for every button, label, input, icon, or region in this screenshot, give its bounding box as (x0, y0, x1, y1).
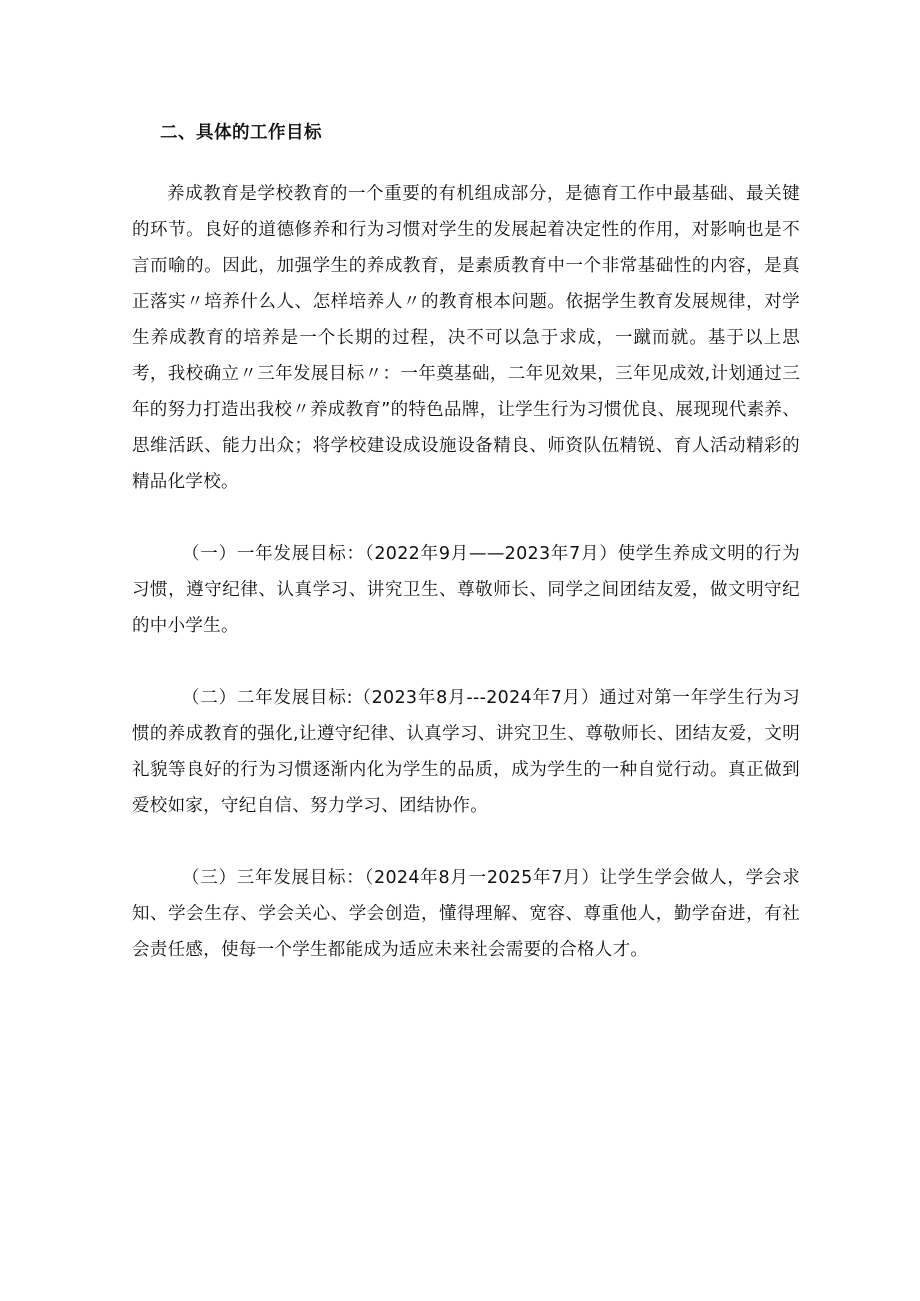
intro-paragraph: 养成教育是学校教育的一个重要的有机组成部分，是德育工作中最基础、最关键的环节。良好的道德修养和行为习惯对学生的发展起着决定性的作用，对影响也是不言而喻的。因此，加强学生的养成教育，是素质教育中一个非常基础性的内容，是真正落实〃培养什么人、怎样培养人〃的教育根本问题。依据学生教育发展规律，对学生养成教育的培养是一个长期的过程，决不可以急于求成，一蹴而就。基于以上思考，我校确立〃三年发展目标〃：一年奠基础，二年见效果，三年见成效,计划通过三年的努力打造出我校〃养成教育”的特色品牌，让学生行为习惯优良、展现现代素养、思维活跃、能力出众；将学校建设成设施设备精良、师资队伍精锐、育人活动精彩的精品化学校。 (132, 184, 800, 492)
goal-year-three-paragraph: （三）三年发展目标：（2024年8月一2025年7月）让学生学会做人，学会求知、学会生存、学会关心、学会创造，懂得理解、宽容、尊重他人，勤学奋进，有社会责任感，使每一个学生都能成为适应未来社会需要的合格人才。 (132, 868, 800, 960)
document-body (132, 118, 800, 1004)
section-heading: 二、具体的工作目标 (160, 123, 322, 143)
goal-year-two-paragraph: （二）二年发展目标:（2023年8月---2024年7月）通过对第一年学生行为习惯的养成教育的强化,让遵守纪律、认真学习、讲究卫生、尊敬师长、团结友爱，文明礼貌等良好的行为习惯逐渐内化为学生的品质，成为学生的一种自觉行动。真正做到爱校如家，守纪自信、努力学习、团结协作。 (132, 688, 800, 816)
goal-year-one-paragraph: （一）一年发展目标：（2022年9月——2023年7月）使学生养成文明的行为习惯，遵守纪律、认真学习、讲究卫生、尊敬师长、同学之间团结友爱，做文明守纪的中小学生。 (132, 544, 800, 636)
